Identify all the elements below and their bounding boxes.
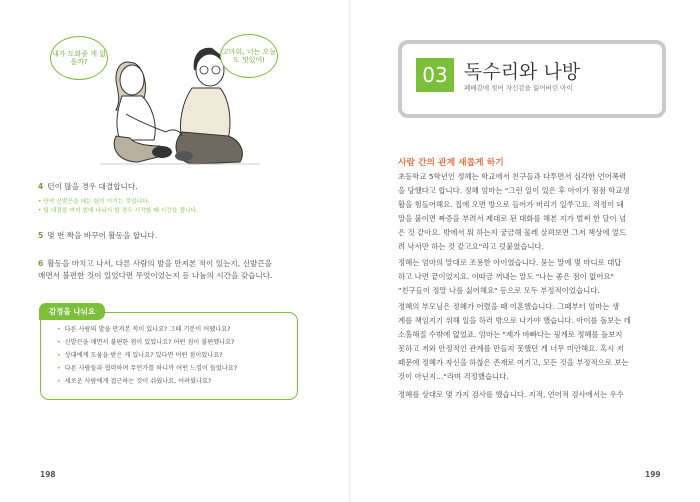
- tip-item: • 팀 대결을 여러 번에 나눠서 할 경우 시작할 때 시간을 잽니다.: [38, 208, 198, 214]
- discussion-question: • 새로운 사람에게 접근하는 것이 쉬웠나요, 어려웠나요?: [57, 378, 212, 385]
- bubble-left-text: 내가 도와줄 게 없을까?: [51, 50, 106, 66]
- step-6: [38, 258, 318, 282]
- step-4-text: 턴이 많을 경우 대결합니다.: [47, 182, 138, 191]
- right-page: [350, 0, 700, 502]
- paragraph-line: 활을 힘들어해요. 집에 오면 방으로 들어가 버리기 일쑤고요. 걱정이 돼: [398, 200, 624, 209]
- paragraph: [398, 300, 663, 384]
- discussion-title: 감정을 나눠요: [39, 303, 105, 320]
- step-5-number: 5: [38, 231, 44, 240]
- paragraph-line: 때문에 정혜가 자신을 하찮은 존재로 여기고, 모든 것을 부정적으로 보는: [398, 358, 629, 367]
- tip-text: 만약 신발끈을 매는 팀이 이기는 것입니다.: [43, 199, 150, 205]
- chapter-header-box: [398, 40, 666, 118]
- step-4: [38, 181, 318, 193]
- paragraph: [398, 256, 663, 298]
- paragraph-line: 계를 책임지기 위해 일을 하러 밖으로 나가야 했습니다. 아이를 돌보는 데: [398, 316, 631, 325]
- tip-item: • 만약 신발끈을 매는 팀이 이기는 것입니다.: [38, 199, 150, 205]
- tip-text: 팀 대결을 여러 번에 나눠서 할 경우 시작할 때 시간을 잽니다.: [43, 208, 198, 214]
- paragraph-line: 정혜를 상대로 몇 가지 검사를 했습니다. 지적, 언어적 검사에서는 우수: [398, 390, 624, 399]
- discussion-question: • 다른 사람들과 협력하며 무언가를 하니까 어떤 느낌이 들었나요?: [57, 365, 238, 372]
- tips-list: [38, 198, 318, 216]
- page-number-left: 198: [40, 470, 56, 479]
- paragraph-line: 을 당했다고 합니다. 정혜 엄마는 "그런 일이 있은 후 아이가 점점 학교생: [398, 186, 630, 195]
- paragraph-line: 소홀해질 수밖에 없었죠. 엄마는 "제가 바빠다는 핑계로 정혜를 돌보지: [398, 330, 623, 339]
- step-4-number: 4: [38, 182, 44, 191]
- chapter-title: 독수리와 나방: [464, 61, 581, 83]
- paragraph: [398, 170, 663, 254]
- paragraph-line: 정혜의 부모님은 정혜가 어렸을 때 이혼했습니다. 그때부터 엄마는 생: [398, 302, 620, 311]
- paragraph-line: 려 낙서만 하는 것 같고요"라고 덧붙였습니다.: [398, 242, 545, 251]
- paragraph-line: 초등학교 5학년인 정혜는 학교에서 친구들과 다투면서 심각한 언어폭력: [398, 172, 627, 181]
- question-text: 다른 사람들과 협력하며 무언가를 하니까 어떤 느낌이 들었나요?: [64, 365, 238, 372]
- discussion-question: • 상대에게 도움을 받은 게 있나요? 있다면 어떤 점이었나요?: [57, 352, 223, 359]
- question-text: 신발끈을 매면서 불편한 점이 있었나요? 어떤 점이 불편했나요?: [64, 339, 235, 346]
- discussion-question: • 다른 사람의 발을 만져본 적이 있나요? 그때 기분이 어땠나요?: [57, 326, 231, 333]
- question-text: 새로운 사람에게 접근하는 것이 쉬웠나요, 어려웠나요?: [64, 378, 212, 385]
- paragraph-line: 말을 붙이면 짜증을 부려서 제대로 된 대화를 해본 지가 벌써 한 달이 넘: [398, 214, 627, 223]
- paragraph-line: "친구들이 정말 나를 싫어해요" 등으로 모두 부정적이었습니다.: [398, 286, 600, 295]
- question-text: 다른 사람의 발을 만져본 적이 있나요? 그때 기분이 어땠나요?: [64, 326, 231, 333]
- step-5-text: 몇 번 짝을 바꾸어 활동을 합니다.: [47, 231, 158, 240]
- discussion-question: • 신발끈을 매면서 불편한 점이 있었나요? 어떤 점이 불편했나요?: [57, 339, 235, 346]
- question-text: 상대에게 도움을 받은 게 있나요? 있다면 어떤 점이었나요?: [64, 352, 223, 359]
- step-6-line: 활동을 마치고 나서, 다른 사람의 발을 만져본 적이 있는지, 신발끈을: [47, 259, 272, 268]
- discussion-box: [40, 307, 298, 400]
- paragraph-line: 것이 아닌지…"라며 걱정했습니다.: [398, 372, 509, 381]
- step-6-number: 6: [38, 259, 44, 268]
- step-5: [38, 230, 318, 242]
- page-number-right: 199: [645, 470, 661, 479]
- section-heading: 사람 간의 관계 새롭게 하기: [398, 158, 504, 168]
- bubble-right-text: 고마워, 너는 오늘도 멋있어!: [221, 48, 276, 64]
- paragraph-line: 못하고 저와 안정적인 관계를 만들지 못했던 게 너무 미안해요. 혹시 저: [398, 344, 624, 353]
- paragraph-line: 은 것 같아요. 밖에서 뭐 하는지 궁금해 물레 살펴보면 그저 책상에 엎드: [398, 228, 627, 237]
- step-6-line: 매면서 불편한 것이 있었다면 무엇이었는지 등 나눔의 시간을 갖습니다.: [38, 271, 273, 280]
- paragraph: [398, 388, 663, 402]
- paragraph-line: 정혜는 엄마의 말대로 조용한 아이였습니다. 묻는 말에 몇 마디로 대답: [398, 258, 622, 267]
- paragraph-line: 하고 나면 끝이었지요. 이따금 꺼내는 말도 "나는 좋은 점이 없어요": [398, 272, 614, 281]
- speech-bubble-left: [50, 36, 108, 80]
- chapter-subtitle: 폐배감에 젖어 자신감을 잃어버린 아이: [464, 84, 573, 92]
- chapter-number: 03: [416, 58, 454, 92]
- couple-illustration: [51, 28, 285, 176]
- speech-bubble-right: [220, 34, 278, 78]
